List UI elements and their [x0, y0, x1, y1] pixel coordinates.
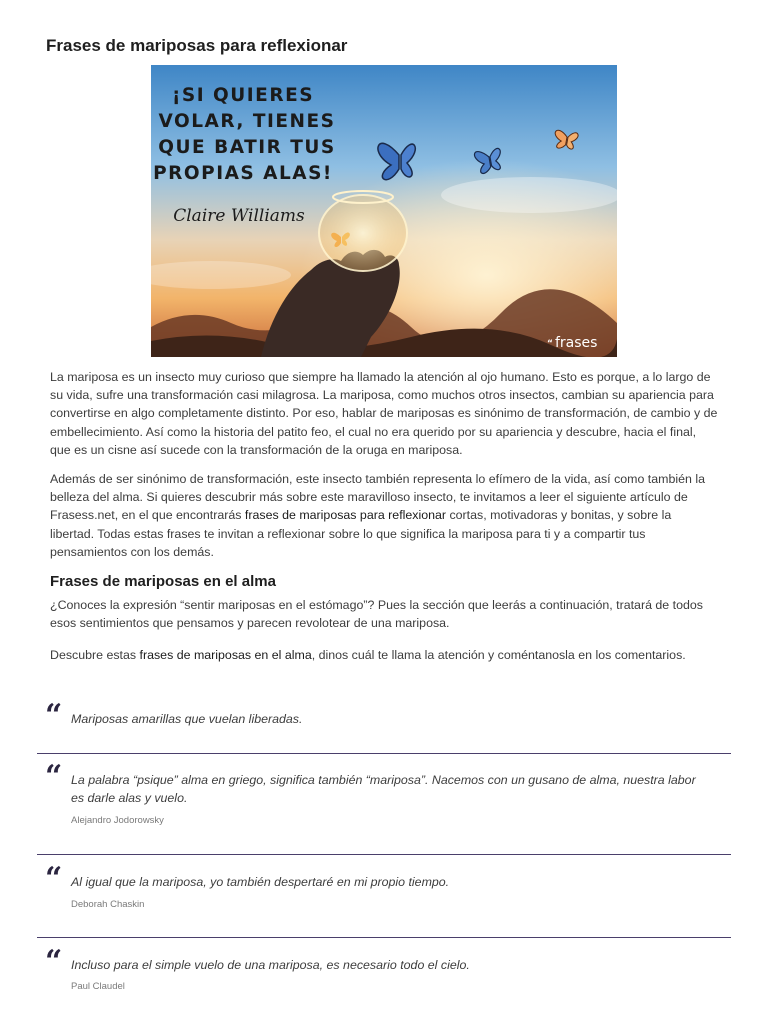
quote-card [37, 861, 731, 933]
section-title: Frases de mariposas en el alma [50, 573, 276, 590]
quote-card [37, 698, 731, 750]
section-paragraph-1: ¿Conoces la expresión “sentir mariposas en el estómago”? Pues la sección que leerás a continuación, tratará de todos esos sentimientos que pensamos y parecen revolotear de una mariposa. [50, 598, 703, 631]
svg-text:PROPIAS ALAS!: PROPIAS ALAS! [153, 163, 333, 184]
quote-card [37, 944, 731, 1016]
intro-paragraph-2: Además de ser sinónimo de transformación, este insecto también representa lo efímero de la vida, así como también la belleza del alma. Si quieres descubrir más sobre este maravilloso insecto, te invitamos a leer el siguiente artículo de Frasess.net, en el que encontrarás frases de mariposas para reflexionar cortas, motivadoras y bonitas, y sobre la libertad. Todas estas frases te invitan a reflexionar sobre lo que significa la mariposa para ti y a compartir tus pensamientos con los demás. [50, 472, 705, 559]
quote-mark-icon: “ [45, 759, 63, 794]
quote-text: Mariposas amarillas que vuelan liberadas. [71, 712, 303, 726]
quote-divider [37, 854, 731, 855]
svg-text:“: “ [547, 339, 553, 349]
svg-text:frases: frases [555, 335, 598, 351]
quote-text: La palabra “psique” alma en griego, significa también “mariposa”. Nacemos con un gusano de alma, nuestra labor es darle alas y vuelo. [71, 773, 696, 805]
quote-author: Paul Claudel [71, 981, 125, 992]
svg-text:¡SI QUIERES: ¡SI QUIERES [171, 85, 315, 106]
hero-image [151, 65, 617, 357]
article-title: Frases de mariposas para reflexionar [46, 36, 348, 55]
quote-text: Incluso para el simple vuelo de una mariposa, es necesario todo el cielo. [71, 958, 470, 972]
section-paragraph-2: Descubre estas frases de mariposas en el alma, dinos cuál te llama la atención y coméntanosla en los comentarios. [50, 648, 686, 662]
quote-divider [37, 937, 731, 938]
quote-card [37, 759, 731, 851]
quote-divider [37, 753, 731, 754]
highlight-link[interactable]: frases de mariposas en el alma [139, 648, 312, 662]
highlight-link[interactable]: frases de mariposas para reflexionar [244, 508, 447, 523]
quote-mark-icon: “ [45, 861, 63, 896]
quote-text: Al igual que la mariposa, yo también despertaré en mi propio tiempo. [71, 875, 450, 889]
quote-author: Alejandro Jodorowsky [71, 815, 164, 826]
quote-mark-icon: “ [45, 944, 63, 979]
quote-author: Deborah Chaskin [71, 899, 145, 910]
svg-text:VOLAR, TIENES: VOLAR, TIENES [158, 111, 336, 132]
svg-text:QUE BATIR TUS: QUE BATIR TUS [158, 137, 336, 158]
quote-mark-icon: “ [45, 698, 63, 733]
svg-text:Claire Williams: Claire Williams [173, 206, 305, 226]
intro-paragraph-1: La mariposa es un insecto muy curioso que siempre ha llamado la atención al ojo humano. Esto es porque, a lo largo de su vida, sufre una transformación casi milagrosa. La mariposa, como muchos otros insectos, cambian su apariencia para convertirse en algo completamente distinto. Por eso, hablar de mariposas es sinónimo de transformación, de cambio y de embellecimiento. Así como la historia del patito feo, el cual no era querido por su apariencia y descubre, hacia el final, que es un cisne así sucede con la transformación de la oruga en mariposa. [50, 370, 718, 457]
